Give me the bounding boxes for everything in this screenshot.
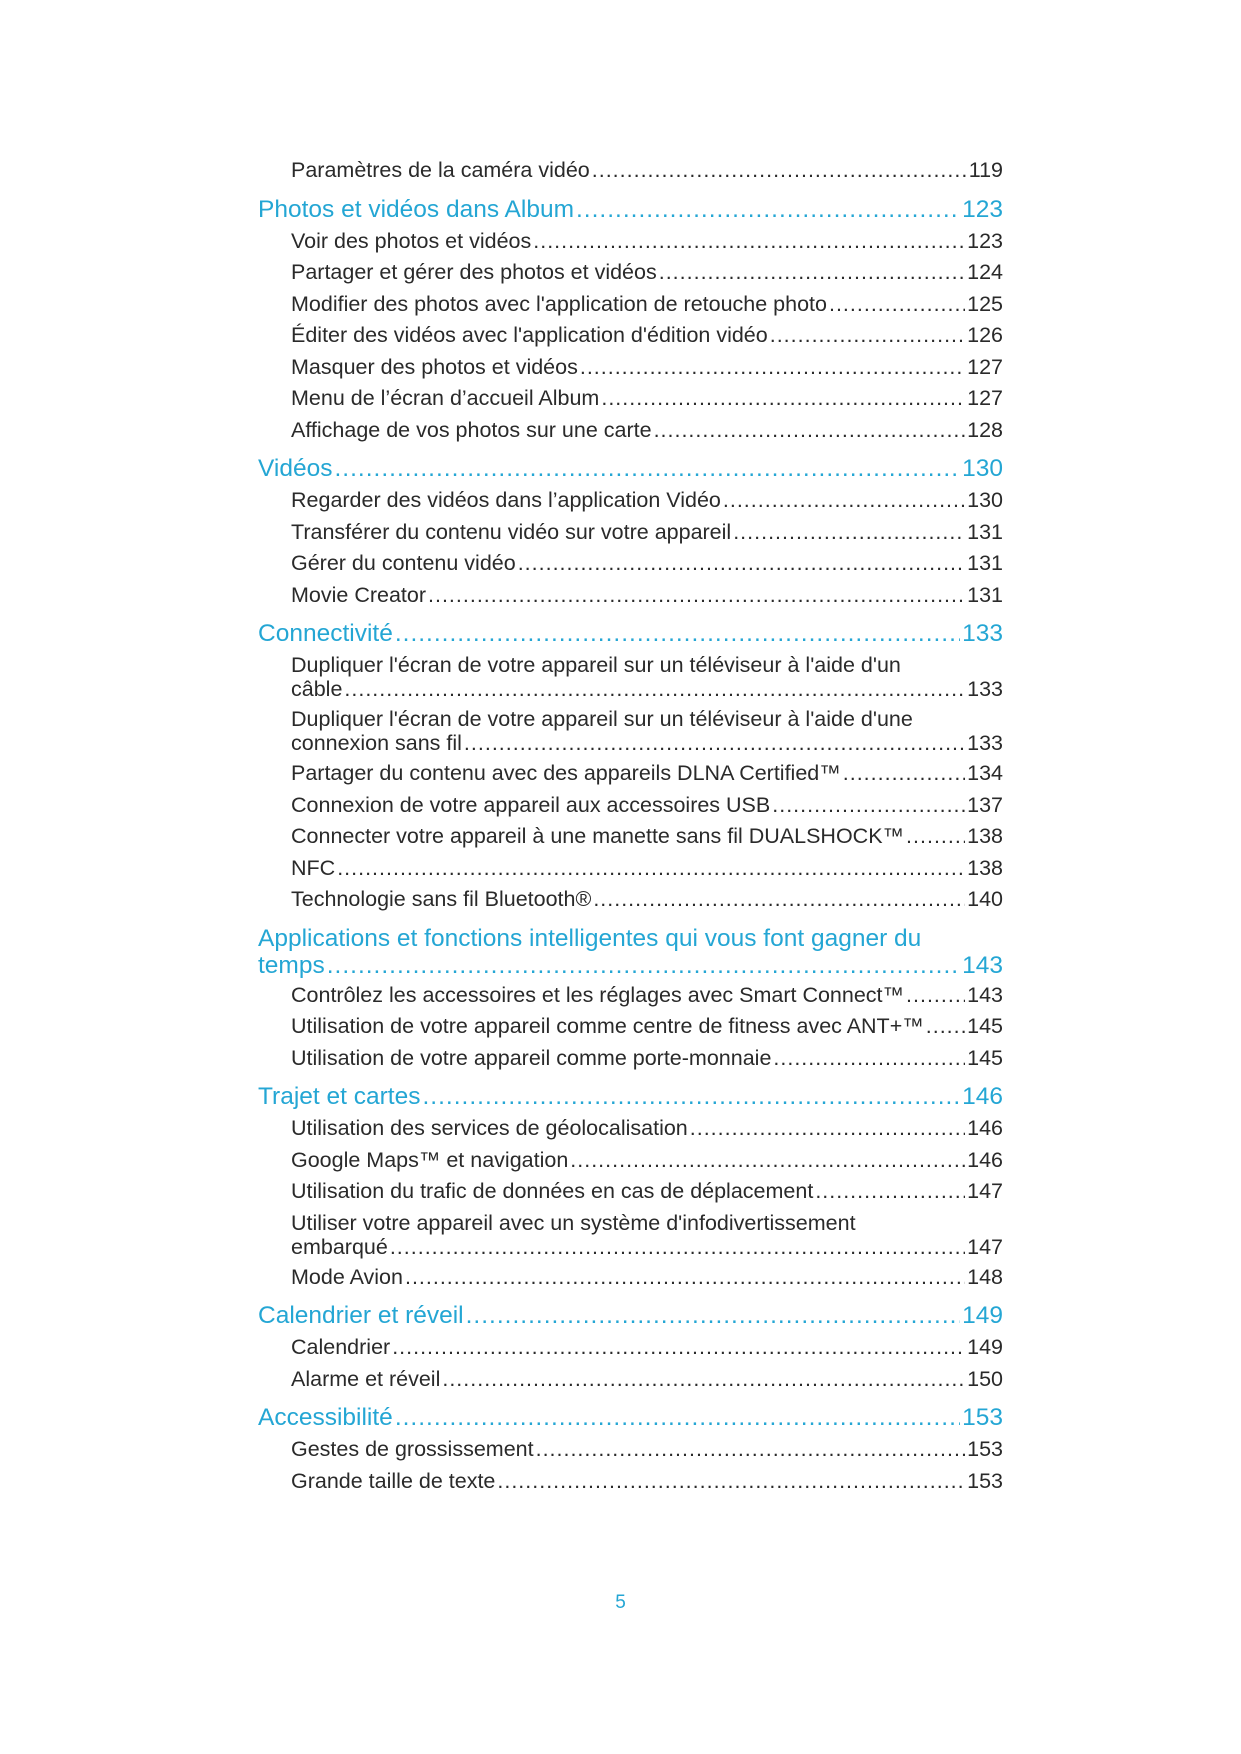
toc-entry-title: câble — [291, 677, 343, 701]
toc-entry[interactable] — [258, 983, 1003, 1015]
toc-section-heading[interactable] — [258, 1404, 1003, 1437]
dot-leader — [395, 1404, 960, 1431]
toc-entry[interactable] — [258, 1367, 1003, 1399]
toc-entry-title: Menu de l’écran d’accueil Album — [291, 386, 600, 410]
toc-entry-title: Technologie sans fil Bluetooth® — [291, 887, 592, 911]
dot-leader — [723, 488, 965, 512]
toc-entry[interactable] — [258, 653, 1003, 707]
dot-leader — [770, 323, 965, 347]
toc-entry-title: Transférer du contenu vidéo sur votre appareil — [291, 519, 732, 544]
toc-page-number: 131 — [967, 551, 1003, 575]
toc-entry[interactable] — [258, 386, 1003, 418]
toc-page-number: 133 — [962, 620, 1003, 647]
dot-leader — [442, 1367, 965, 1391]
toc-page-number: 127 — [967, 386, 1003, 410]
toc-entry[interactable] — [258, 260, 1003, 292]
toc-entry[interactable] — [258, 856, 1003, 888]
toc-entry[interactable] — [258, 229, 1003, 261]
toc-section-heading[interactable] — [258, 925, 1003, 983]
toc-entry-title: Utilisation de votre appareil comme centre de fitness avec ANT+™ — [291, 1014, 924, 1038]
toc-section-heading[interactable] — [258, 1302, 1003, 1335]
toc-entry[interactable] — [258, 520, 1003, 552]
toc-page-number: 123 — [962, 195, 1003, 223]
toc-page-number: 146 — [962, 1083, 1003, 1110]
toc-page-number: 149 — [967, 1335, 1003, 1359]
toc-entry[interactable] — [258, 1437, 1003, 1469]
toc-page-number: 143 — [967, 982, 1003, 1007]
dot-leader — [428, 583, 965, 607]
toc-page-number: 138 — [967, 855, 1003, 880]
toc-entry[interactable] — [258, 1335, 1003, 1367]
toc-entry-title: Connexion de votre appareil aux accessoires USB — [291, 792, 771, 817]
toc-entry-title: Accessibilité — [258, 1404, 393, 1431]
toc-entry[interactable] — [258, 707, 1003, 761]
toc-entry-title-line1: Dupliquer l'écran de votre appareil sur un téléviseur à l'aide d'un — [291, 653, 901, 677]
dot-leader — [815, 1179, 965, 1203]
toc-page-number: 149 — [962, 1302, 1003, 1329]
toc-page-number: 127 — [967, 354, 1003, 379]
toc-entry-title: Regarder des vidéos dans l’application Vidéo — [291, 488, 721, 512]
dot-leader — [405, 1265, 965, 1289]
toc-page-number: 133 — [967, 731, 1003, 755]
toc-entry[interactable] — [258, 551, 1003, 583]
dot-leader — [422, 1083, 960, 1110]
toc-entry-title: Modifier des photos avec l'application de retouche photo — [291, 291, 827, 316]
dot-leader — [593, 887, 965, 911]
toc-page-number: 125 — [967, 291, 1003, 316]
toc-page-number: 133 — [967, 677, 1003, 701]
toc-entry-title: Calendrier et réveil — [258, 1302, 464, 1329]
toc-entry-title-line1: Utiliser votre appareil avec un système d'infodivertissement — [291, 1210, 856, 1235]
toc-page-number: 130 — [962, 455, 1003, 482]
dot-leader — [906, 824, 965, 848]
page-number: 5 — [615, 1592, 626, 1613]
dot-leader — [570, 1148, 965, 1172]
toc-entry[interactable] — [258, 488, 1003, 520]
dot-leader — [601, 386, 965, 410]
dot-leader — [337, 856, 965, 880]
toc-page-number: 146 — [967, 1147, 1003, 1172]
toc-section-heading[interactable] — [258, 196, 1003, 229]
toc-page-number: 123 — [967, 228, 1003, 253]
toc-entry-title: Gestes de grossissement — [291, 1437, 534, 1461]
toc-entry-title: Paramètres de la caméra vidéo — [291, 158, 590, 182]
dot-leader — [906, 983, 965, 1007]
toc-entry[interactable] — [258, 158, 1003, 190]
toc-entry-title: Utilisation des services de géolocalisation — [291, 1116, 688, 1140]
toc-entry[interactable] — [258, 1265, 1003, 1297]
dot-leader — [773, 1046, 965, 1070]
toc-entry-title: Mode Avion — [291, 1264, 403, 1289]
table-of-contents — [258, 158, 1003, 1500]
toc-entry-title: Connecter votre appareil à une manette sans fil DUALSHOCK™ — [291, 824, 905, 848]
toc-entry-title: connexion sans fil — [291, 731, 462, 755]
dot-leader — [464, 731, 965, 755]
dot-leader — [334, 455, 960, 482]
toc-page-number: 124 — [967, 260, 1003, 284]
dot-leader — [344, 677, 965, 701]
toc-entry-title: Photos et vidéos dans Album — [258, 195, 574, 223]
toc-page-number: 131 — [967, 519, 1003, 544]
toc-entry-title: Partager et gérer des photos et vidéos — [291, 260, 657, 284]
dot-leader — [327, 952, 960, 979]
toc-page-number: 137 — [967, 792, 1003, 817]
toc-entry[interactable] — [258, 1469, 1003, 1501]
toc-page-number: 143 — [962, 951, 1003, 979]
toc-page-number: 146 — [967, 1116, 1003, 1140]
toc-entry[interactable] — [258, 1116, 1003, 1148]
toc-entry[interactable] — [258, 418, 1003, 450]
dot-leader — [390, 1235, 965, 1259]
toc-entry-title: Google Maps™ et navigation — [291, 1147, 569, 1172]
toc-entry-title: Alarme et réveil — [291, 1366, 441, 1391]
toc-entry[interactable] — [258, 323, 1003, 355]
toc-entry[interactable] — [258, 1211, 1003, 1265]
dot-leader — [392, 1335, 965, 1359]
toc-entry-title: Éditer des vidéos avec l'application d'édition vidéo — [291, 323, 768, 347]
dot-leader — [772, 793, 965, 817]
toc-section-heading[interactable] — [258, 455, 1003, 488]
toc-entry-title: Masquer des photos et vidéos — [291, 354, 578, 379]
toc-entry[interactable] — [258, 887, 1003, 919]
dot-leader — [654, 418, 966, 442]
dot-leader — [690, 1116, 965, 1140]
toc-page-number: 153 — [967, 1437, 1003, 1461]
dot-leader — [533, 229, 965, 253]
dot-leader — [536, 1437, 966, 1461]
toc-page-number: 119 — [968, 158, 1003, 182]
dot-leader — [518, 551, 965, 575]
toc-entry[interactable] — [258, 1014, 1003, 1046]
toc-entry-title: Vidéos — [258, 455, 333, 482]
toc-entry-title-line1: Dupliquer l'écran de votre appareil sur un téléviseur à l'aide d'une — [291, 707, 913, 731]
toc-entry-title: NFC — [291, 855, 336, 880]
toc-entry-title: Utilisation de votre appareil comme porte-monnaie — [291, 1045, 772, 1070]
dot-leader — [497, 1469, 965, 1493]
dot-leader — [926, 1014, 965, 1038]
toc-entry[interactable] — [258, 1179, 1003, 1211]
dot-leader — [395, 620, 960, 647]
toc-page-number: 148 — [967, 1264, 1003, 1289]
toc-section-heading[interactable] — [258, 1083, 1003, 1116]
toc-page-number: 140 — [967, 887, 1003, 911]
toc-entry-title: Gérer du contenu vidéo — [291, 551, 516, 575]
toc-entry-title: temps — [258, 951, 325, 979]
toc-page-number: 134 — [967, 761, 1003, 785]
toc-entry-title: Movie Creator — [291, 582, 427, 607]
toc-section-heading[interactable] — [258, 620, 1003, 653]
toc-page-number: 138 — [967, 824, 1003, 848]
dot-leader — [580, 355, 965, 379]
toc-entry-title: Grande taille de texte — [291, 1468, 496, 1493]
toc-page-number: 147 — [967, 1179, 1003, 1203]
toc-entry-title: Partager du contenu avec des appareils DLNA Certified™ — [291, 761, 841, 785]
dot-leader — [466, 1302, 960, 1329]
toc-page-number: 130 — [967, 488, 1003, 512]
toc-page-number: 126 — [967, 323, 1003, 347]
toc-entry[interactable] — [258, 793, 1003, 825]
toc-entry-title: Contrôlez les accessoires et les réglages avec Smart Connect™ — [291, 982, 905, 1007]
toc-entry-title: Connectivité — [258, 620, 393, 647]
toc-page-number: 128 — [967, 417, 1003, 442]
toc-entry-title: Calendrier — [291, 1335, 391, 1359]
dot-leader — [659, 260, 965, 284]
toc-page-number: 147 — [967, 1234, 1003, 1259]
toc-entry[interactable] — [258, 583, 1003, 615]
toc-entry-title: Affichage de vos photos sur une carte — [291, 417, 652, 442]
toc-entry-title: Utilisation du trafic de données en cas de déplacement — [291, 1179, 814, 1203]
toc-entry[interactable] — [258, 1046, 1003, 1078]
toc-entry[interactable] — [258, 761, 1003, 793]
toc-entry[interactable] — [258, 1148, 1003, 1180]
toc-entry-title: Voir des photos et vidéos — [291, 228, 532, 253]
dot-leader — [733, 520, 965, 544]
toc-entry[interactable] — [258, 292, 1003, 324]
toc-entry-title: Trajet et cartes — [258, 1083, 421, 1110]
dot-leader — [592, 158, 967, 182]
toc-entry[interactable] — [258, 355, 1003, 387]
toc-page-number: 145 — [967, 1014, 1003, 1038]
toc-page-number: 153 — [962, 1404, 1003, 1431]
toc-page-number: 153 — [967, 1468, 1003, 1493]
dot-leader — [829, 292, 965, 316]
toc-page-number: 145 — [967, 1045, 1003, 1070]
toc-page-number: 150 — [967, 1366, 1003, 1391]
toc-entry-title: embarqué — [291, 1234, 388, 1259]
toc-entry-title-line1: Applications et fonctions intelligentes qui vous font gagner du — [258, 924, 922, 952]
dot-leader — [576, 196, 960, 223]
toc-entry[interactable] — [258, 824, 1003, 856]
toc-page-number: 131 — [967, 582, 1003, 607]
dot-leader — [843, 761, 965, 785]
